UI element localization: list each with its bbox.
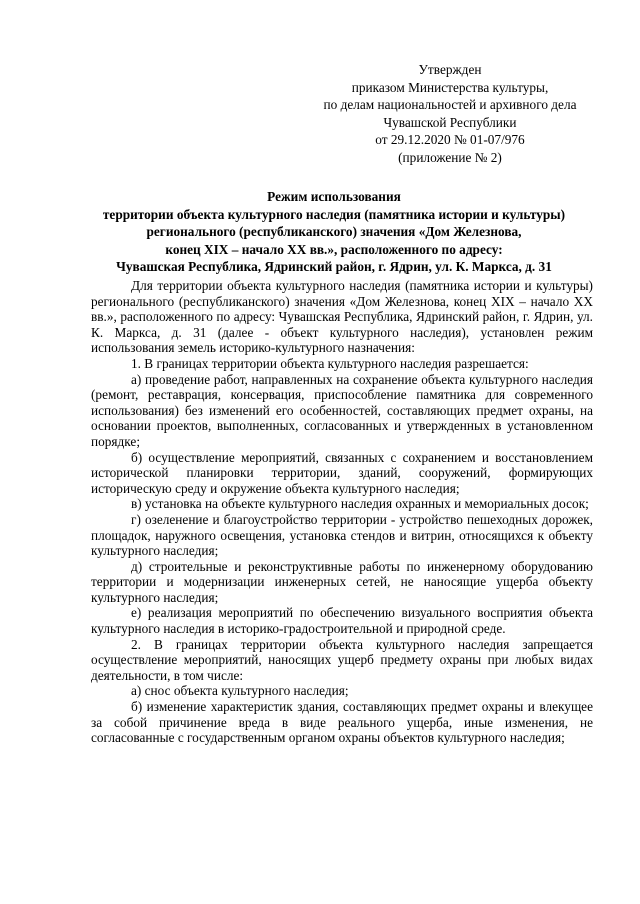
approval-line: от 29.12.2020 № 01-07/976 [375, 132, 525, 148]
approval-line: Чувашской Республики [383, 114, 517, 130]
title-line: регионального (республиканского) значения «Дом Железнова, [146, 224, 522, 240]
list-item: д) строительные и реконструктивные работы по инженерному оборудованию территории и модернизации инженерных сетей, не наносящие ущерба объекту культурного наследия; [91, 558, 593, 605]
title-line: Чувашская Республика, Ядринский район, г. Ядрин, ул. К. Маркса, д. 31 [116, 259, 552, 275]
section-heading-permitted: 1. В границах территории объекта культурного наследия разрешается: [131, 355, 529, 371]
list-item: а) проведение работ, направленных на сохранение объекта культурного наследия (ремонт, реставрация, консервация, приспособление памятника для современного использования) без изменений его особенностей, составляющих предмет охраны, на основании проектов, выполненных, согласованных и утвержденных в установленном порядке; [91, 371, 593, 449]
approval-line: Утвержден [418, 62, 482, 77]
intro-paragraph: Для территории объекта культурного наследия (памятника истории и культуры) регионального (республиканского) значения «Дом Железнова, конец XIX – начало XX вв.», расположенного по адресу: Чувашская Республика, Ядринский район, г. Ядрин, ул. К. Маркса, д. 31 (далее - объект культурного наследия), установлен режим использования земель историко-культурного назначения: [91, 278, 593, 356]
list-item: б) изменение характеристик здания, составляющих предмет охраны и влекущее за собой причинение вреда в виде реального ущерба, иные изменения, не согласованные с государственным органом охраны объектов культурного наследия; [91, 699, 593, 746]
title-line: Режим использования [267, 189, 401, 204]
document-title [60, 188, 608, 276]
list-item: г) озеленение и благоустройство территории - устройство пешеходных дорожек, площадок, наружного освещения, установка стендов и витрин, относящихся к объекту культурного наследия; [91, 511, 593, 559]
list-item: б) осуществление мероприятий, связанных с сохранением и восстановлением исторической планировки территории, зданий, сооружений, формирующих историческую среду и окружение объекта культурного наследия; [91, 449, 593, 496]
list-item: е) реализация мероприятий по обеспечению визуального восприятия объекта культурного наследия в историко-градостроительной и природной среде. [91, 605, 593, 637]
approval-line: приказом Министерства культуры, [351, 79, 549, 95]
title-line: территории объекта культурного наследия (памятника истории и культуры) [102, 206, 566, 222]
approval-line: (приложение № 2) [398, 149, 502, 165]
list-item: в) установка на объекте культурного наследия охранных и мемориальных досок; [131, 496, 589, 512]
section-heading-prohibited: 2. В границах территории объекта культурного наследия запрещается осуществление мероприятий, наносящих ущерб предмету охраны при любых видах деятельности, в том числе: [91, 636, 593, 683]
list-item: а) снос объекта культурного наследия; [131, 683, 349, 699]
approval-block [300, 61, 600, 167]
title-line: конец XIX – начало XX вв.», расположенного по адресу: [165, 241, 503, 257]
document-body [91, 278, 593, 746]
approval-line: по делам национальностей и архивного дела [323, 97, 577, 113]
